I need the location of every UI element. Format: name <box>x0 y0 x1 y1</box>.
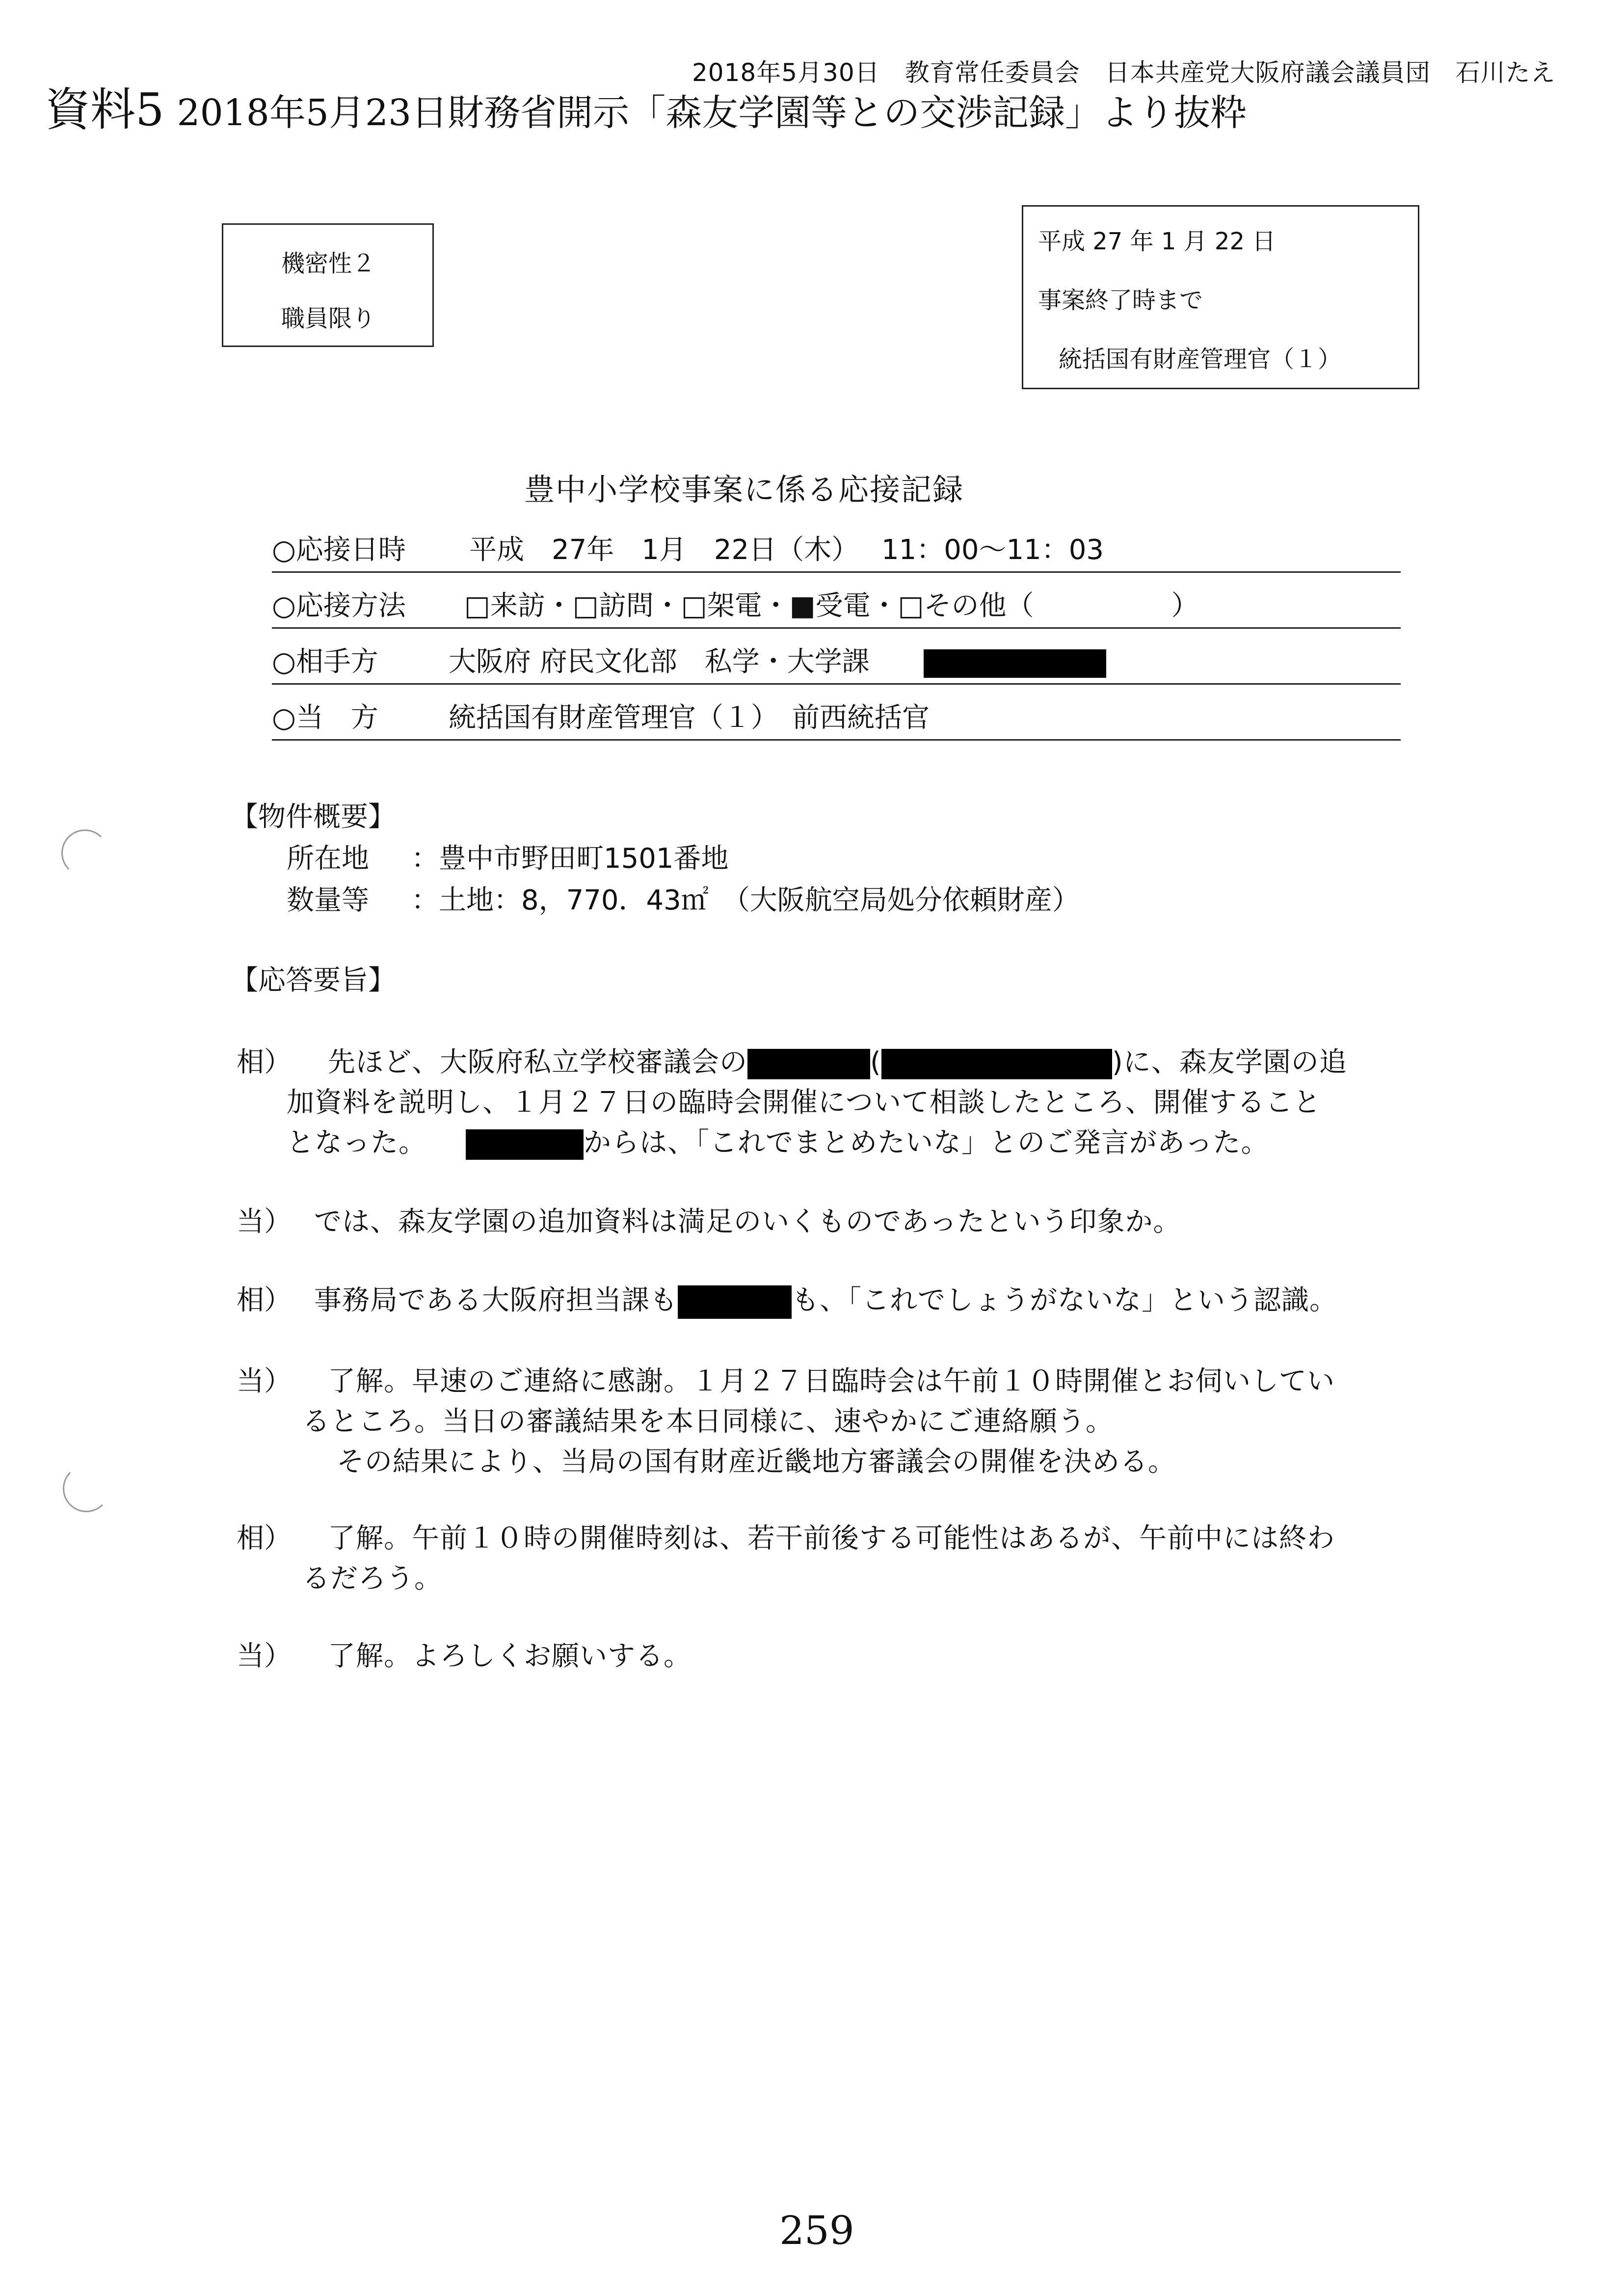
our-side-value: 統括国有財産管理官（１） 前西統括官 <box>449 702 930 734</box>
entry-2-line-1: では、森友学園の追加資料は満足のいくものであったという印象か。 <box>314 1206 1181 1238</box>
datetime-value: 平成 27年 1月 22日（木） 11：00～11：03 <box>469 534 1104 566</box>
entry-5-line-1: 了解。午前１０時の開催時刻は、若干前後する可能性はあるが、午前中には終わ <box>328 1522 1335 1554</box>
method-label: ○応接方法 <box>272 590 406 622</box>
header-reference: 2018年5月30日 教育常任委員会 日本共産党大阪府議会議員団 石川たえ <box>692 58 1556 87</box>
office-name: 統括国有財産管理官（１） <box>1059 346 1342 373</box>
entry-1-speaker: 相） <box>237 1046 292 1078</box>
redaction-box <box>747 1049 870 1079</box>
record-row-method <box>272 587 1401 629</box>
our-side-label: ○当 方 <box>272 702 378 734</box>
entry-1-line-3 <box>287 1121 1269 1160</box>
counterpart-label: ○相手方 <box>272 646 378 678</box>
method-value: □来訪・□訪問・□架電・■受電・□その他（ ） <box>464 590 1199 622</box>
location-value: ：豊中市野田町1501番地 <box>411 843 729 875</box>
document-title: 豊中小学校事案に係る応接記録 <box>524 472 964 507</box>
entry-1-text-a: 先ほど、大阪府私立学校審議会の <box>328 1046 747 1078</box>
property-heading: 【物件概要】 <box>231 801 396 833</box>
date-box <box>1022 205 1419 389</box>
redaction-box <box>466 1129 584 1160</box>
entry-6-speaker: 当） <box>237 1640 292 1672</box>
quantity-value: ：土地：8，770．43㎡ （大阪航空局処分依頼財産） <box>411 884 1080 916</box>
redaction-box <box>881 1049 1112 1079</box>
entry-1-text-c: )に、森友学園の追 <box>1112 1046 1347 1078</box>
entry-1-text-e: からは、「これでまとめたいな」とのご発言があった。 <box>584 1127 1269 1159</box>
punch-hole-mark <box>61 829 108 877</box>
entry-4-line-1: 了解。早速のご連絡に感謝。１月２７日臨時会は午前１０時開催とお伺いしてい <box>328 1365 1335 1397</box>
record-row-datetime <box>272 531 1401 573</box>
retention-period: 事案終了時まで <box>1038 287 1203 314</box>
location-label: 所在地 <box>287 843 369 875</box>
entry-1-line-1 <box>328 1041 1347 1080</box>
entry-3-line-1 <box>314 1279 1337 1319</box>
record-row-our-side <box>272 699 1401 741</box>
quantity-label: 数量等 <box>287 884 369 916</box>
entry-4-speaker: 当） <box>237 1365 292 1397</box>
header-title-line <box>45 74 1247 138</box>
header-label: 資料5 <box>45 83 164 136</box>
entry-5-line-2: るだろう。 <box>302 1563 442 1595</box>
counterpart-value <box>449 640 1106 679</box>
confidentiality-box <box>222 223 434 347</box>
dialogue-heading: 【応答要旨】 <box>231 964 396 996</box>
entry-1-text-d: となった。 <box>287 1127 426 1159</box>
confidentiality-scope: 職員限り <box>281 305 376 332</box>
entry-4-line-3: その結果により、当局の国有財産近畿地方審議会の開催を決める。 <box>337 1446 1176 1478</box>
redaction-box <box>924 649 1106 678</box>
entry-6-line-1: 了解。よろしくお願いする。 <box>328 1640 692 1672</box>
entry-1-line-2: 加資料を説明し、１月２７日の臨時会開催について相談したところ、開催すること <box>287 1087 1321 1119</box>
page-number: 259 <box>779 2208 854 2253</box>
entry-5-speaker: 相） <box>237 1522 292 1554</box>
entry-2-speaker: 当） <box>237 1206 292 1238</box>
record-date: 平成 27 年 1 月 22 日 <box>1038 228 1276 255</box>
redaction-box <box>678 1285 792 1319</box>
header-title: 2018年5月23日財務省開示「森友学園等との交渉記録」より抜粋 <box>177 92 1247 134</box>
entry-1-text-b: ( <box>870 1046 881 1078</box>
punch-hole-mark <box>63 1465 110 1512</box>
entry-3-speaker: 相） <box>237 1284 292 1316</box>
record-row-counterpart <box>272 643 1401 685</box>
entry-4-line-2: るところ。当日の審議結果を本日同様に、速やかにご連絡願う。 <box>302 1406 1114 1438</box>
confidentiality-level: 機密性２ <box>281 250 376 277</box>
counterpart-text: 大阪府 府民文化部 私学・大学課 <box>449 646 870 678</box>
datetime-label: ○応接日時 <box>272 534 406 566</box>
entry-3-text-b: も、「これでしょうがないな」という認識。 <box>792 1284 1337 1316</box>
entry-3-text-a: 事務局である大阪府担当課も <box>314 1284 678 1316</box>
